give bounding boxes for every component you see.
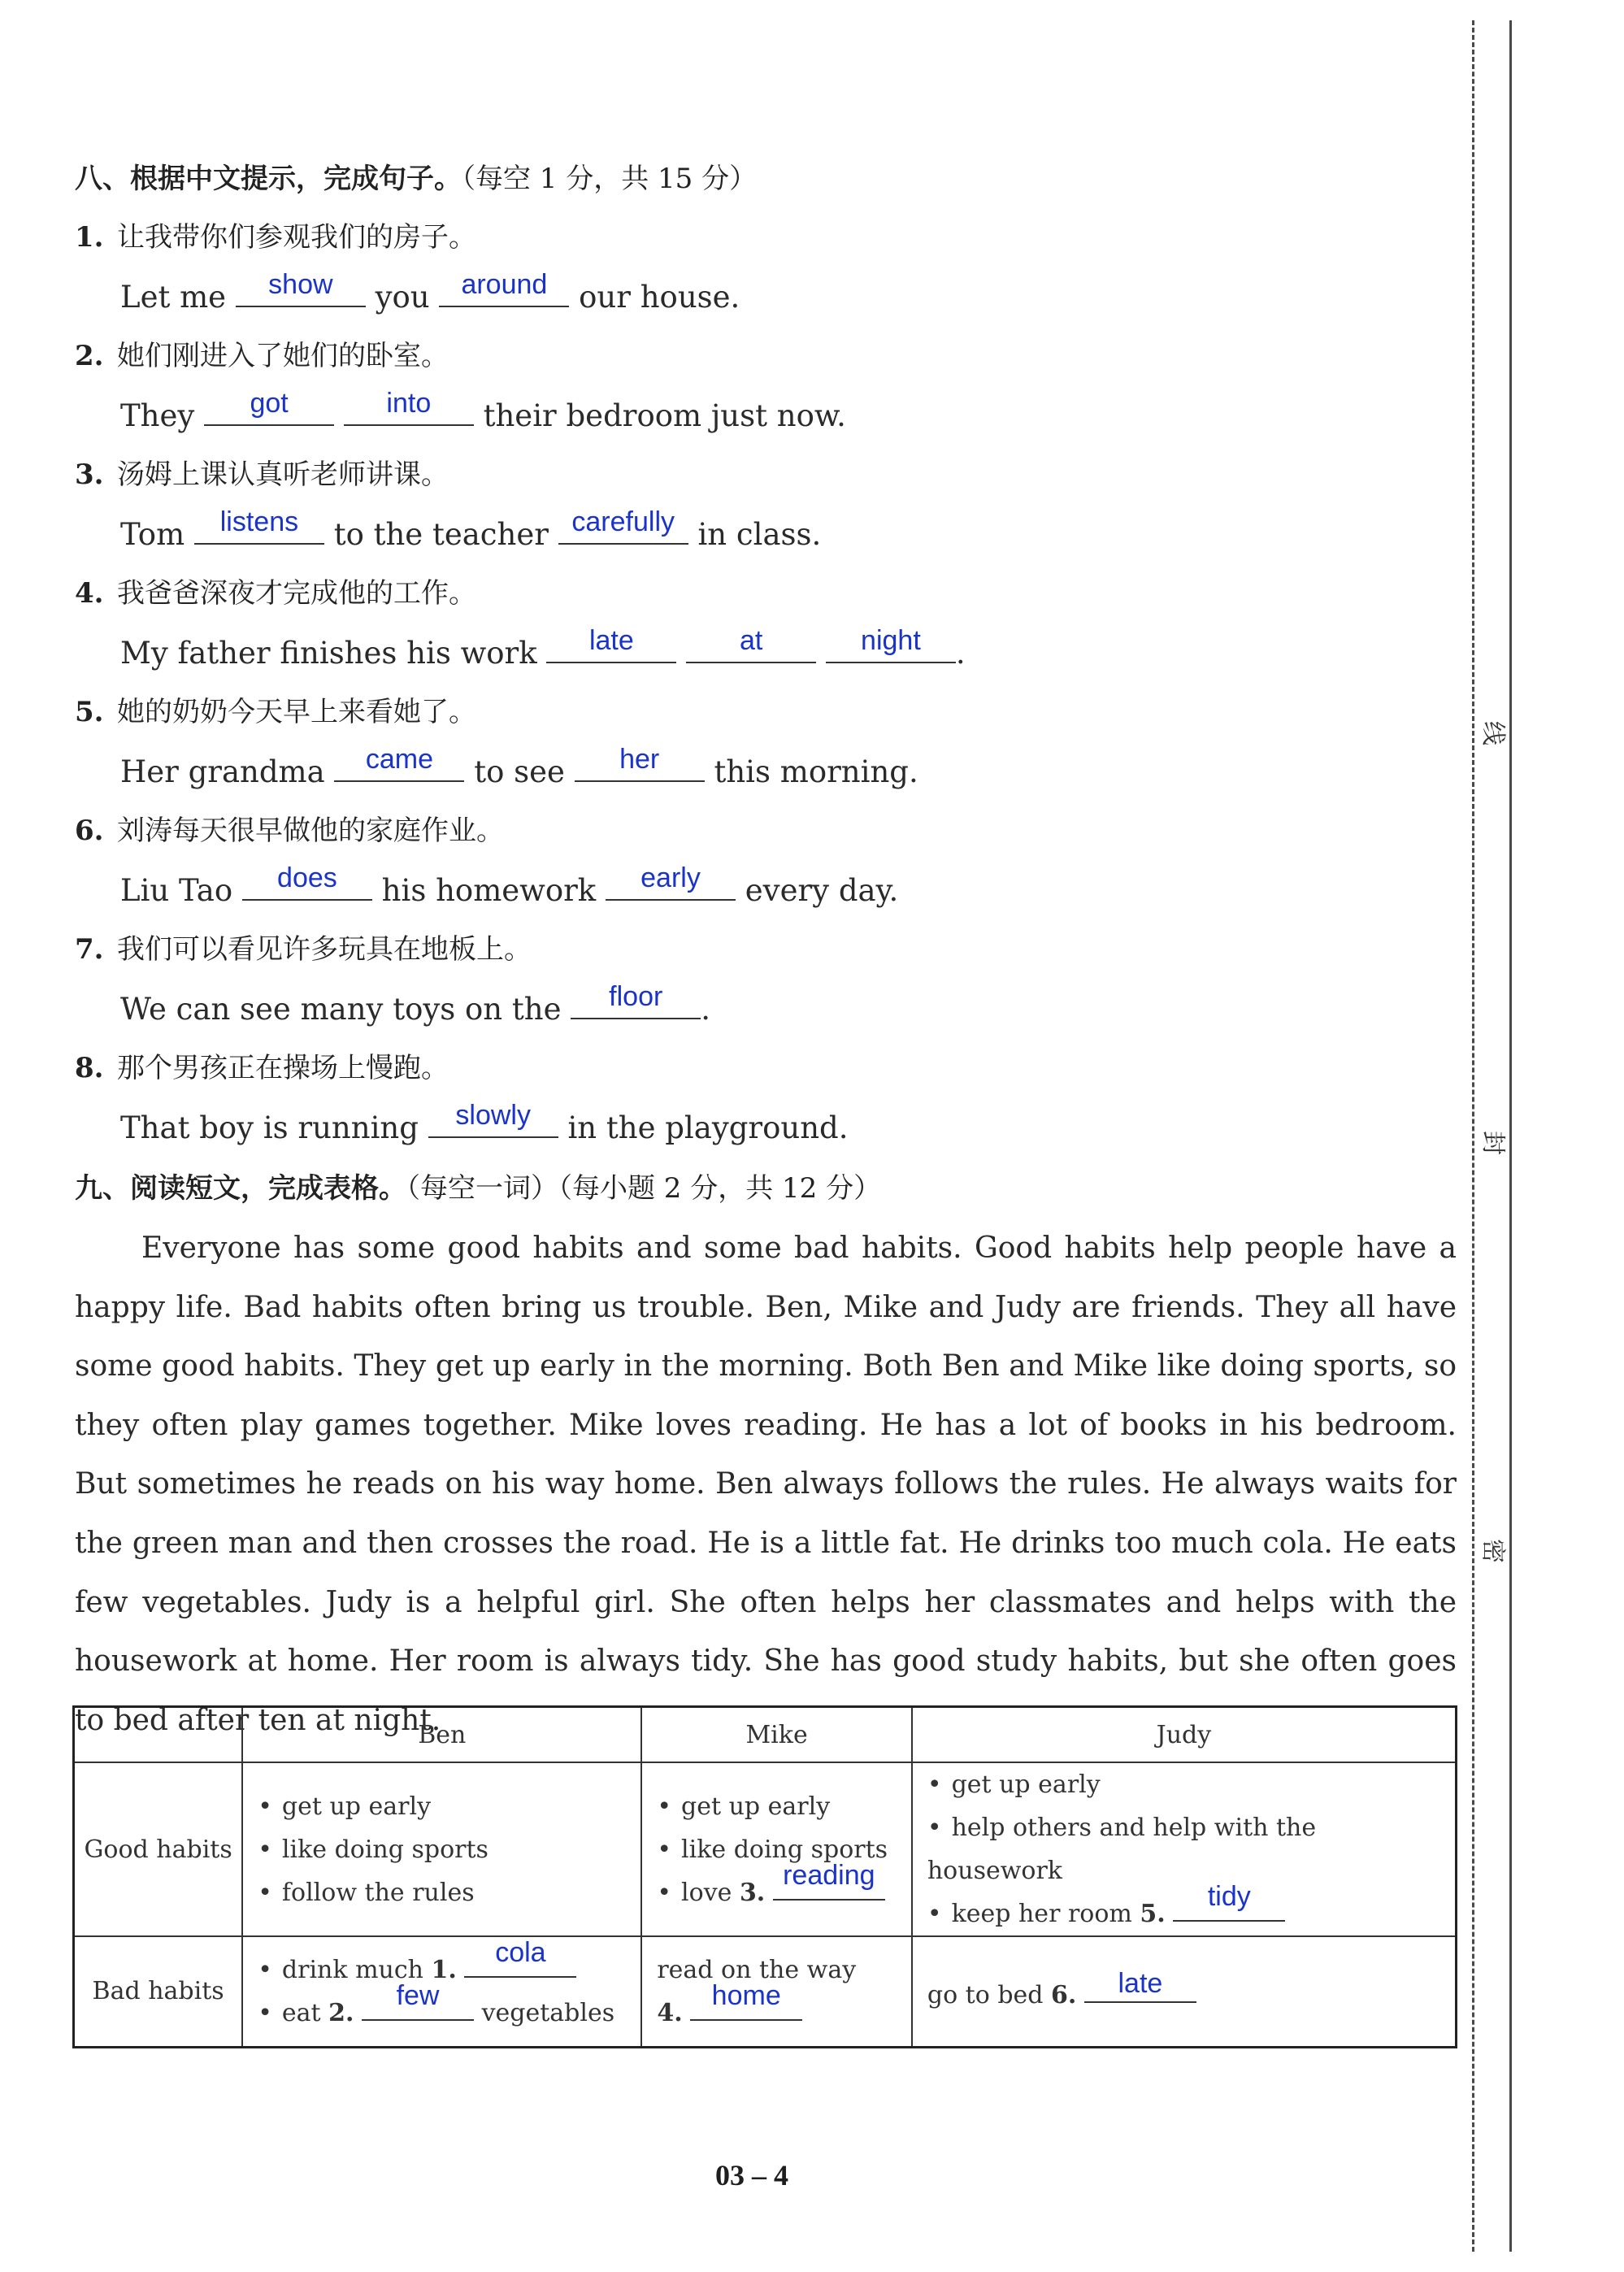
section-8-heading (75, 156, 757, 196)
row-label-bad: Bad habits (74, 1936, 243, 2047)
judy-good-list: • get up early • help others and help with the housework • keep her room 5. tidy (927, 1763, 1440, 1935)
ben-bad-list: • drink much 1. cola • eat 2. few vegetables (258, 1948, 626, 2035)
dashed-binding-line (1472, 20, 1474, 2252)
header-judy: Judy (912, 1707, 1457, 1763)
table-header-row (74, 1707, 1457, 1763)
question-1-cn: 1. 让我带你们参观我们的房子。 (75, 221, 476, 254)
answer-blank[interactable]: cola (464, 1948, 576, 1978)
mike-good-list: • get up early • like doing sports • love 3. reading (657, 1785, 897, 1914)
answer-blank[interactable]: listens (194, 510, 324, 545)
question-5-en: Her grandma came to see her this morning. (120, 744, 918, 789)
judy-bad-cell: go to bed 6. late (912, 1936, 1457, 2047)
question-7-en: We can see many toys on the floor . (120, 981, 711, 1027)
row-label-good: Good habits (74, 1762, 243, 1936)
answer-blank[interactable]: night (826, 629, 956, 663)
answer-blank[interactable]: into (344, 392, 474, 426)
page-number: 03 – 4 (715, 2159, 788, 2192)
question-8-en: That boy is running slowly in the playground. (120, 1100, 849, 1145)
table-row-bad-habits (74, 1936, 1457, 2047)
answer-blank[interactable]: early (606, 867, 736, 901)
margin-label-mi: 密 (1478, 1536, 1507, 1566)
question-6-en: Liu Tao does his homework early every day. (120, 862, 899, 908)
answer-blank[interactable]: slowly (428, 1104, 558, 1138)
answer-blank[interactable]: carefully (558, 510, 688, 545)
table-row-good-habits (74, 1762, 1457, 1936)
answer-blank[interactable]: show (236, 273, 366, 307)
solid-binding-line (1509, 20, 1512, 2252)
section-9-title: 九、阅读短文，完成表格。 (75, 1172, 406, 1205)
question-6-cn: 6. 刘涛每天很早做他的家庭作业。 (75, 815, 504, 847)
section-9-heading (75, 1166, 881, 1206)
answer-blank[interactable]: at (686, 629, 816, 663)
header-ben: Ben (242, 1707, 641, 1763)
question-4-cn: 4. 我爸爸深夜才完成他的工作。 (75, 577, 476, 610)
answer-blank[interactable]: around (439, 273, 569, 307)
question-4-en: My father finishes his work late at night . (120, 625, 966, 671)
answer-blank[interactable]: late (1084, 1974, 1196, 2003)
answer-blank[interactable]: home (690, 1992, 802, 2021)
question-7-cn: 7. 我们可以看见许多玩具在地板上。 (75, 933, 532, 966)
question-5-cn: 5. 她的奶奶今天早上来看她了。 (75, 696, 476, 728)
answer-blank[interactable]: does (242, 867, 372, 901)
question-1-en: Let me show you around our house. (120, 269, 740, 315)
reading-passage: Everyone has some good habits and some bad habits. Good habits help people have a happy life. Bad habits often bring us trouble. Ben, Mike and Judy are friends. They all have some good habits. They get up early in the morning. Both Ben and Mike like doing sports, so they often play games together. Mike loves reading. He has a lot of books in his bedroom. But sometimes he reads on his way home. Ben always follows the rules. He always waits for the green man and then crosses the road. He is a little fat. He drinks too much cola. He eats few vegetables. Judy is a helpful girl. She often helps her classmates and helps with the housework at home. Her room is always tidy. She has good study habits, but she often goes to bed after ten at night. (75, 1232, 1457, 1737)
answer-blank[interactable]: late (546, 629, 676, 663)
margin-label-feng: 封 (1478, 1128, 1507, 1158)
answer-blank[interactable]: floor (571, 985, 701, 1019)
answer-blank[interactable]: few (362, 1992, 474, 2021)
question-2-en: They got into their bedroom just now. (120, 388, 846, 433)
answer-blank[interactable]: came (334, 748, 464, 782)
mike-bad-cell: read on the way 4. home (641, 1936, 912, 2047)
answer-blank[interactable]: got (204, 392, 334, 426)
margin-label-xian: 线 (1478, 719, 1507, 748)
section-8-title: 八、根据中文提示，完成句子。 (75, 163, 462, 195)
ben-good-list: • get up early • like doing sports • follow the rules (258, 1785, 626, 1914)
question-8-cn: 8. 那个男孩正在操场上慢跑。 (75, 1052, 449, 1084)
habits-table (72, 1705, 1457, 2048)
answer-blank[interactable]: reading (773, 1871, 885, 1901)
answer-blank[interactable]: tidy (1173, 1892, 1285, 1922)
header-mike: Mike (641, 1707, 912, 1763)
question-3-cn: 3. 汤姆上课认真听老师讲课。 (75, 458, 449, 491)
question-3-en: Tom listens to the teacher carefully in class. (120, 506, 822, 552)
section-8-score: （每空 1 分，共 15 分） (462, 163, 758, 195)
section-9-score: （每空一词）（每小题 2 分，共 12 分） (406, 1172, 882, 1205)
question-2-cn: 2. 她们刚进入了她们的卧室。 (75, 340, 449, 372)
answer-blank[interactable]: her (575, 748, 705, 782)
